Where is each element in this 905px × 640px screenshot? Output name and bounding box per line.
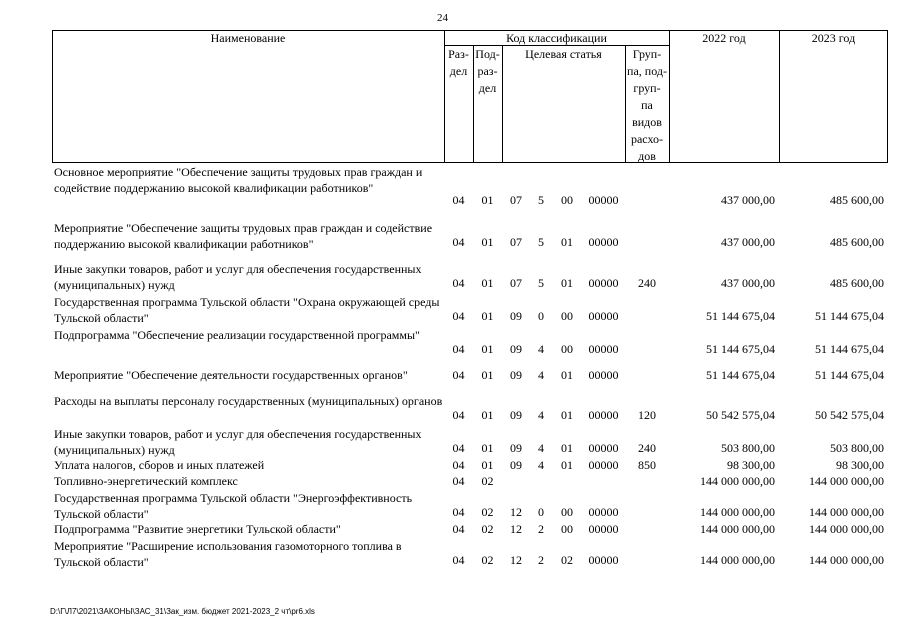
- vid-cell: 850: [638, 458, 656, 472]
- row-name: Мероприятие "Обеспечение защиты трудовых прав граждан и содействие поддержанию высокой квалификации работников": [54, 221, 433, 251]
- target-part2-cell: 4: [538, 408, 544, 422]
- target-part1-cell: 09: [510, 458, 522, 472]
- podrazdel-cell: 01: [481, 368, 494, 382]
- header-2023: 2023 год: [811, 31, 856, 45]
- target-part1-cell: 12: [510, 505, 522, 519]
- target-part3-cell: 02: [561, 553, 573, 567]
- amount-2022-cell: 98 300,00: [727, 458, 775, 472]
- amount-2022-cell: 51 144 675,04: [706, 309, 775, 323]
- target-part3-cell: 01: [561, 458, 573, 472]
- target-part4-cell: 00000: [588, 342, 619, 356]
- row-name: Подпрограмма "Развитие энергетики Тульской области": [54, 522, 341, 536]
- header-code-group: Код классификации: [506, 31, 607, 45]
- amount-2022-cell: 503 800,00: [721, 441, 775, 455]
- amount-2023-cell: 144 000 000,00: [809, 474, 884, 488]
- podrazdel-cell: 01: [481, 342, 494, 356]
- amount-2023-cell: 51 144 675,04: [815, 368, 884, 382]
- amount-2023-cell: 485 600,00: [830, 193, 884, 207]
- amount-2023-cell: 485 600,00: [830, 235, 884, 249]
- header-podrazdel: Под- раз- дел: [475, 47, 500, 95]
- header-divider: [669, 30, 670, 163]
- podrazdel-cell: 01: [481, 441, 494, 455]
- amount-2022-cell: 437 000,00: [721, 193, 775, 207]
- target-part3-cell: 01: [561, 276, 573, 290]
- amount-2023-cell: 144 000 000,00: [809, 522, 884, 536]
- target-part1-cell: 07: [510, 193, 522, 207]
- amount-2022-cell: 144 000 000,00: [700, 505, 775, 519]
- podrazdel-cell: 02: [481, 505, 494, 519]
- target-part4-cell: 00000: [588, 276, 619, 290]
- row-name: Государственная программа Тульской области "Охрана окружающей среды Тульской области": [54, 295, 440, 325]
- target-part3-cell: 00: [561, 505, 573, 519]
- razdel-cell: 04: [452, 474, 465, 488]
- razdel-cell: 04: [452, 505, 465, 519]
- target-part2-cell: 2: [538, 522, 544, 536]
- amount-2023-cell: 503 800,00: [830, 441, 884, 455]
- file-path-footer: D:\Г\Л7\2021\ЗАКОНЫ\ЗАС_31\Зак_изм. бюджет 2021-2023_2 чт\pr6.xls: [50, 607, 315, 616]
- row-name: Топливно-энергетический комплекс: [54, 474, 238, 488]
- target-part4-cell: 00000: [588, 368, 619, 382]
- vid-cell: 240: [638, 276, 656, 290]
- amount-2023-cell: 144 000 000,00: [809, 505, 884, 519]
- target-part1-cell: 07: [510, 235, 522, 249]
- target-part2-cell: 0: [538, 309, 544, 323]
- amount-2023-cell: 50 542 575,04: [815, 408, 884, 422]
- target-part2-cell: 4: [538, 368, 544, 382]
- target-part1-cell: 09: [510, 309, 522, 323]
- target-part2-cell: 0: [538, 505, 544, 519]
- target-part4-cell: 00000: [588, 408, 619, 422]
- row-name: Иные закупки товаров, работ и услуг для обеспечения государственных (муниципальных) нужд: [54, 262, 422, 292]
- target-part1-cell: 09: [510, 368, 522, 382]
- target-part3-cell: 01: [561, 235, 573, 249]
- target-part2-cell: 4: [538, 342, 544, 356]
- target-part4-cell: 00000: [588, 441, 619, 455]
- row-name: Расходы на выплаты персоналу государственных (муниципальных) органов: [54, 394, 443, 408]
- podrazdel-cell: 01: [481, 235, 494, 249]
- target-part2-cell: 5: [538, 235, 544, 249]
- target-part1-cell: 09: [510, 441, 522, 455]
- target-part4-cell: 00000: [588, 193, 619, 207]
- razdel-cell: 04: [452, 553, 465, 567]
- target-part4-cell: 00000: [588, 458, 619, 472]
- amount-2023-cell: 98 300,00: [836, 458, 884, 472]
- page-number: 24: [437, 12, 448, 24]
- razdel-cell: 04: [452, 276, 465, 290]
- target-part1-cell: 12: [510, 553, 522, 567]
- header-razdel: Раз- дел: [448, 47, 469, 78]
- amount-2022-cell: 51 144 675,04: [706, 342, 775, 356]
- target-part4-cell: 00000: [588, 553, 619, 567]
- header-divider: [779, 30, 780, 163]
- target-part3-cell: 01: [561, 368, 573, 382]
- razdel-cell: 04: [452, 441, 465, 455]
- header-name: Наименование: [210, 31, 286, 45]
- row-name: Подпрограмма "Обеспечение реализации государственной программы": [54, 328, 420, 342]
- target-part2-cell: 4: [538, 458, 544, 472]
- amount-2023-cell: 51 144 675,04: [815, 342, 884, 356]
- amount-2023-cell: 144 000 000,00: [809, 553, 884, 567]
- vid-cell: 240: [638, 441, 656, 455]
- row-name: Государственная программа Тульской области "Энергоэффективность Тульской области": [54, 491, 413, 521]
- row-name: Основное мероприятие "Обеспечение защиты трудовых прав граждан и содействие поддержанию высокой квалификации работников": [54, 165, 423, 195]
- target-part3-cell: 00: [561, 522, 573, 536]
- amount-2023-cell: 51 144 675,04: [815, 309, 884, 323]
- target-part1-cell: 12: [510, 522, 522, 536]
- podrazdel-cell: 02: [481, 553, 494, 567]
- header-2022: 2022 год: [702, 31, 746, 45]
- target-part2-cell: 2: [538, 553, 544, 567]
- header-vid: Груп- па, под- груп- па видов расхо- дов: [627, 47, 667, 163]
- vid-cell: 120: [638, 408, 656, 422]
- target-part2-cell: 5: [538, 193, 544, 207]
- target-part3-cell: 00: [561, 342, 573, 356]
- razdel-cell: 04: [452, 235, 465, 249]
- razdel-cell: 04: [452, 309, 465, 323]
- target-part2-cell: 4: [538, 441, 544, 455]
- amount-2022-cell: 437 000,00: [721, 276, 775, 290]
- podrazdel-cell: 02: [481, 474, 494, 488]
- razdel-cell: 04: [452, 458, 465, 472]
- target-part4-cell: 00000: [588, 235, 619, 249]
- target-part4-cell: 00000: [588, 522, 619, 536]
- amount-2022-cell: 144 000 000,00: [700, 553, 775, 567]
- target-part3-cell: 00: [561, 309, 573, 323]
- razdel-cell: 04: [452, 368, 465, 382]
- amount-2023-cell: 485 600,00: [830, 276, 884, 290]
- amount-2022-cell: 144 000 000,00: [700, 474, 775, 488]
- razdel-cell: 04: [452, 522, 465, 536]
- podrazdel-cell: 01: [481, 309, 494, 323]
- podrazdel-cell: 01: [481, 193, 494, 207]
- row-name: Мероприятие "Расширение использования газомоторного топлива в Тульской области": [54, 539, 402, 569]
- target-part3-cell: 00: [561, 193, 573, 207]
- amount-2022-cell: 50 542 575,04: [706, 408, 775, 422]
- row-name: Уплата налогов, сборов и иных платежей: [54, 458, 265, 472]
- razdel-cell: 04: [452, 408, 465, 422]
- amount-2022-cell: 51 144 675,04: [706, 368, 775, 382]
- target-part3-cell: 01: [561, 441, 573, 455]
- podrazdel-cell: 01: [481, 458, 494, 472]
- target-part1-cell: 09: [510, 408, 522, 422]
- header-target: Целевая статья: [525, 47, 602, 61]
- razdel-cell: 04: [452, 193, 465, 207]
- target-part1-cell: 07: [510, 276, 522, 290]
- target-part1-cell: 09: [510, 342, 522, 356]
- target-part4-cell: 00000: [588, 505, 619, 519]
- row-name: Мероприятие "Обеспечение деятельности государственных органов": [54, 368, 408, 382]
- podrazdel-cell: 02: [481, 522, 494, 536]
- amount-2022-cell: 437 000,00: [721, 235, 775, 249]
- target-part2-cell: 5: [538, 276, 544, 290]
- row-name: Иные закупки товаров, работ и услуг для обеспечения государственных (муниципальных) нужд: [54, 427, 422, 457]
- amount-2022-cell: 144 000 000,00: [700, 522, 775, 536]
- podrazdel-cell: 01: [481, 408, 494, 422]
- target-part3-cell: 01: [561, 408, 573, 422]
- razdel-cell: 04: [452, 342, 465, 356]
- target-part4-cell: 00000: [588, 309, 619, 323]
- podrazdel-cell: 01: [481, 276, 494, 290]
